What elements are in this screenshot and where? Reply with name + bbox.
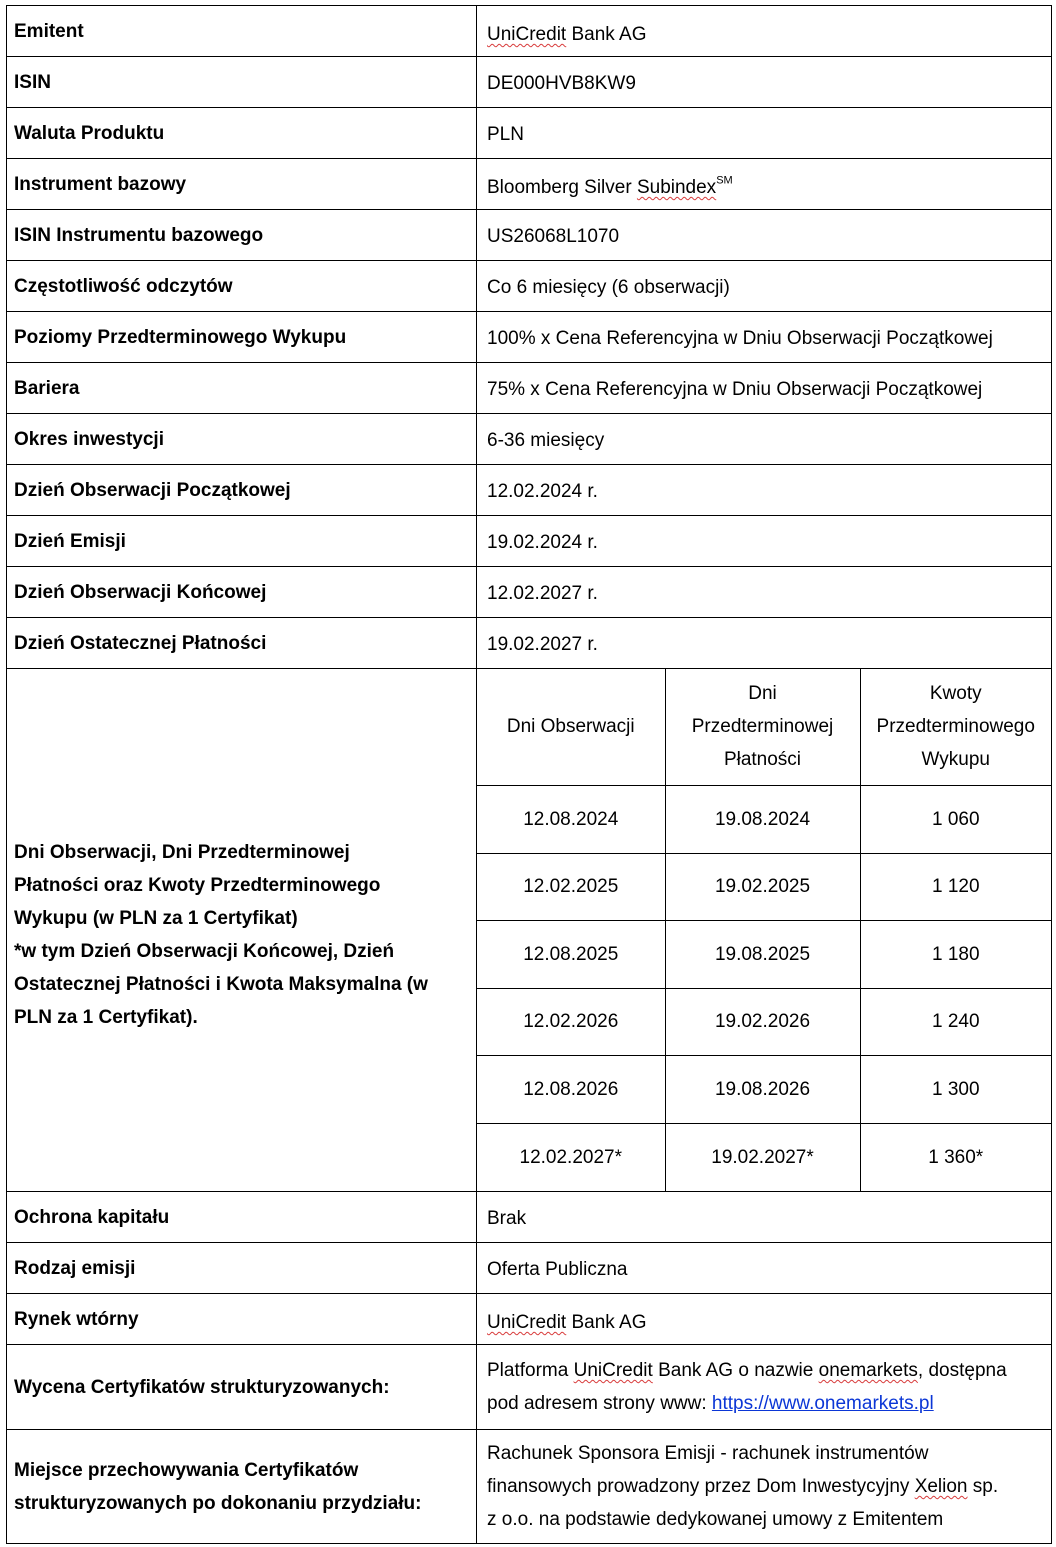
row-label: Dzień Emisji [7,516,477,567]
row-label: Bariera [7,363,477,414]
onemarkets-link[interactable]: https://www.onemarkets.pl [711,1393,934,1414]
row-value: 100% x Cena Referencyjna w Dniu Obserwacji Początkowej [477,312,1052,363]
row-label: Dzień Ostatecznej Płatności [7,618,477,669]
row-dzien-obserwacji-poczatkowej [7,465,1052,516]
product-terms-table [6,5,1052,1544]
spellcheck-word: onemarkets [818,1360,918,1381]
row-value: US26068L1070 [477,210,1052,261]
header-dni-obserwacji: Dni Obserwacji [477,669,665,785]
observation-date: 12.02.2027* [477,1123,665,1191]
spellcheck-word: Subindex [636,177,717,199]
row-label: Wycena Certyfikatów strukturyzowanych: [7,1345,477,1430]
observation-date: 12.02.2026 [477,988,665,1055]
redemption-amount: 1 060 [860,785,1051,853]
row-label: Rodzaj emisji [7,1243,477,1294]
payment-date: 19.02.2025 [665,853,860,920]
row-wycena [7,1345,1052,1430]
row-label: Waluta Produktu [7,108,477,159]
row-value: UniCredit Bank AG [477,1294,1052,1345]
row-value: Co 6 miesięcy (6 obserwacji) [477,261,1052,312]
row-rodzaj-emisji [7,1243,1052,1294]
row-value: 6-36 miesięcy [477,414,1052,465]
observation-date: 12.08.2026 [477,1055,665,1123]
row-emitent [7,6,1052,57]
row-value: Platforma UniCredit Bank AG o nazwie onemarkets, dostępna pod adresem strony www: https://www.onemarkets.pl [477,1345,1052,1430]
row-value: DE000HVB8KW9 [477,57,1052,108]
row-value: 12.02.2024 r. [477,465,1052,516]
row-value: Oferta Publiczna [477,1243,1052,1294]
payment-date: 19.02.2027* [665,1123,860,1191]
row-instrument-bazowy [7,159,1052,210]
redemption-amount: 1 240 [860,988,1051,1055]
redemption-amount: 1 360* [860,1123,1051,1191]
observation-date: 12.08.2025 [477,920,665,988]
table-row [477,1055,1051,1123]
row-schedule [7,669,1052,1192]
row-label: ISIN Instrumentu bazowego [7,210,477,261]
observation-date: 12.02.2025 [477,853,665,920]
observation-date: 12.08.2024 [477,785,665,853]
redemption-amount: 1 120 [860,853,1051,920]
row-isin-instrumentu [7,210,1052,261]
table-row [477,785,1051,853]
row-value: UniCredit Bank AG [477,6,1052,57]
redemption-amount: 1 180 [860,920,1051,988]
row-ochrona-kapitalu [7,1192,1052,1243]
row-value: Brak [477,1192,1052,1243]
row-bariera [7,363,1052,414]
row-value: Rachunek Sponsora Emisji - rachunek instrumentów finansowych prowadzony przez Dom Inwestycyjny Xelion sp. z o.o. na podstawie dedykowanej umowy z Emitentem [477,1430,1052,1544]
table-row [477,853,1051,920]
row-value: 75% x Cena Referencyjna w Dniu Obserwacji Początkowej [477,363,1052,414]
row-value: 12.02.2027 r. [477,567,1052,618]
spellcheck-word: UniCredit [573,1360,653,1381]
row-poziomy [7,312,1052,363]
schedule-header-row [477,669,1051,785]
row-label: Częstotliwość odczytów [7,261,477,312]
superscript-mark: SM [716,174,733,187]
payment-date: 19.08.2026 [665,1055,860,1123]
row-label: Dzień Obserwacji Końcowej [7,567,477,618]
spellcheck-word: Xelion [914,1476,968,1497]
row-value: 19.02.2024 r. [477,516,1052,567]
row-isin [7,57,1052,108]
row-waluta [7,108,1052,159]
row-czestotliwosc [7,261,1052,312]
row-value: Bloomberg Silver Subindex℠ [477,159,1052,210]
table-row [477,920,1051,988]
row-miejsce-przechowywania [7,1430,1052,1544]
row-label: ISIN [7,57,477,108]
row-label: Dzień Obserwacji Początkowej [7,465,477,516]
spellcheck-word: UniCredit [487,1312,567,1333]
schedule-table [477,669,1051,1191]
row-label: Ochrona kapitału [7,1192,477,1243]
row-label: Instrument bazowy [7,159,477,210]
header-kwoty-przedterminowego-wykupu: Kwoty Przedterminowego Wykupu [860,669,1051,785]
redemption-amount: 1 300 [860,1055,1051,1123]
row-rynek-wtorny [7,1294,1052,1345]
row-dzien-emisji [7,516,1052,567]
payment-date: 19.02.2026 [665,988,860,1055]
table-row [477,1123,1051,1191]
row-okres [7,414,1052,465]
row-dzien-ostatecznej-platnosci [7,618,1052,669]
row-label: Miejsce przechowywania Certyfikatów strukturyzowanych po dokonaniu przydziału: [7,1430,477,1544]
header-dni-przedterminowej-platnosci: Dni Przedterminowej Płatności [665,669,860,785]
schedule-label: Dni Obserwacji, Dni Przedterminowej Płatności oraz Kwoty Przedterminowego Wykupu (w PLN za 1 Certyfikat) *w tym Dzień Obserwacji Końcowej, Dzień Ostatecznej Płatności i Kwota Maksymalna (w PLN za 1 Certyfikat). [7,669,477,1192]
document-page [6,5,1052,1544]
row-label: Okres inwestycji [7,414,477,465]
row-label: Poziomy Przedterminowego Wykupu [7,312,477,363]
row-label: Rynek wtórny [7,1294,477,1345]
payment-date: 19.08.2025 [665,920,860,988]
table-row [477,988,1051,1055]
row-label: Emitent [7,6,477,57]
spellcheck-word: UniCredit [487,24,567,45]
row-value: 19.02.2027 r. [477,618,1052,669]
payment-date: 19.08.2024 [665,785,860,853]
row-dzien-obserwacji-koncowej [7,567,1052,618]
row-value: PLN [477,108,1052,159]
schedule-table-host [477,669,1052,1192]
